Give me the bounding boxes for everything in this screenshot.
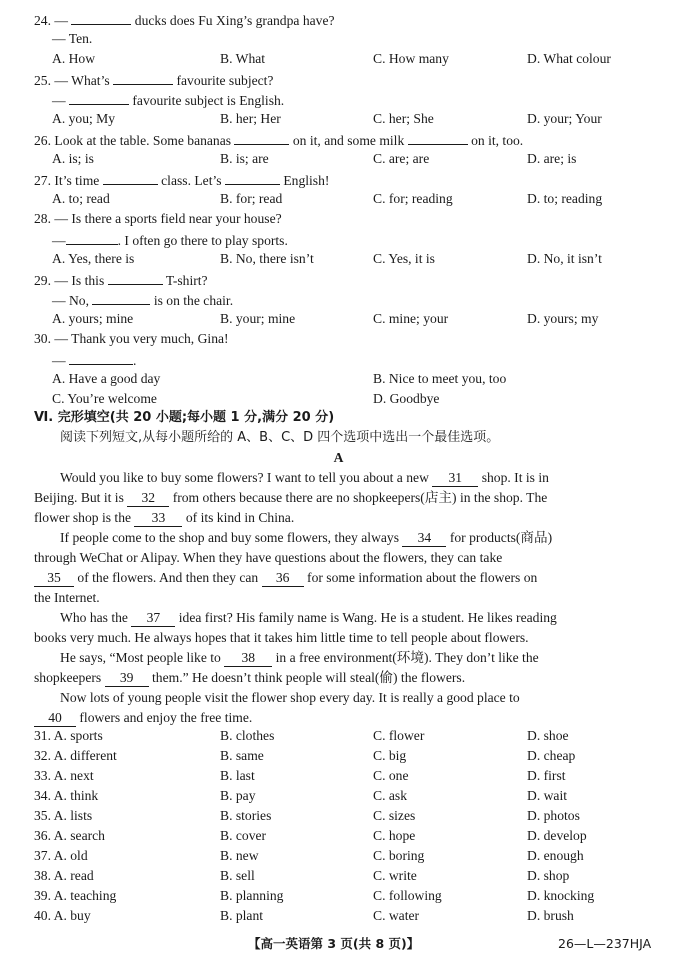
question-stem: on it, too. — [471, 133, 524, 148]
question-stem: 25. — What’s — [34, 73, 110, 88]
answer-line — [52, 350, 136, 370]
answer-blank — [108, 270, 163, 285]
option-c: C. are; are — [373, 151, 430, 166]
option-d: D. yours; my — [527, 311, 599, 326]
exam-code: 26—L—237HJA — [558, 936, 652, 951]
cloze-option-39-a: 39. A. teaching — [34, 888, 117, 903]
passage-text: idea first? His family name is Wang. He is a student. He likes reading — [178, 610, 557, 625]
option-d: D. are; is — [527, 151, 577, 166]
option-a: A. Have a good day — [52, 371, 161, 386]
cloze-option-35-c: C. sizes — [373, 808, 416, 823]
cloze-option-39-d: D. knocking — [527, 888, 595, 903]
passage-line — [34, 709, 252, 727]
answer-blank — [92, 290, 150, 305]
passage-text: of the flowers. And then they can — [77, 570, 259, 585]
cloze-option-35-d: D. photos — [527, 808, 580, 823]
answer-line: — Ten. — [52, 31, 93, 46]
blank-35: 35 — [34, 570, 74, 587]
answer-line — [52, 290, 233, 310]
answer-text: . I often go there to play sports. — [117, 233, 288, 248]
option-d: D. What colour — [527, 51, 611, 66]
cloze-option-38-b: B. sell — [220, 868, 255, 883]
passage-text: Who has the — [60, 610, 128, 625]
passage-text: for some information about the flowers on — [307, 570, 538, 585]
cloze-option-33-a: 33. A. next — [34, 768, 94, 783]
question-stem: 26. Look at the table. Some bananas — [34, 133, 232, 148]
option-b: B. What — [220, 51, 266, 66]
option-c: C. How many — [373, 51, 449, 66]
question-stem: ducks does Fu Xing’s grandpa have? — [134, 13, 335, 28]
option-a: A. is; is — [52, 151, 94, 166]
cloze-option-36-c: C. hope — [373, 828, 416, 843]
cloze-option-34-a: 34. A. think — [34, 788, 99, 803]
question-stem: 27. It’s time — [34, 173, 100, 188]
cloze-option-40-d: D. brush — [527, 908, 574, 923]
option-a: A. How — [52, 51, 96, 66]
option-c: C. Yes, it is — [373, 251, 435, 266]
cloze-option-31-a: 31. A. sports — [34, 728, 103, 743]
option-a: A. you; My — [52, 111, 116, 126]
answer-text: favourite subject is English. — [132, 93, 285, 108]
passage-text: them.” He doesn’t think people will steal(偷) the flowers. — [152, 670, 466, 685]
question-30: 30. — Thank you very much, Gina! — [34, 331, 229, 346]
cloze-option-34-d: D. wait — [527, 788, 568, 803]
option-c: C. You’re welcome — [52, 391, 157, 406]
passage-text: of its kind in China. — [185, 510, 295, 525]
answer-blank — [225, 170, 280, 185]
cloze-option-40-c: C. water — [373, 908, 420, 923]
answer-text: is on the chair. — [153, 293, 234, 308]
answer-blank — [113, 70, 173, 85]
blank-38: 38 — [224, 650, 272, 667]
question-stem: class. Let’s — [161, 173, 222, 188]
passage-line: the Internet. — [34, 590, 100, 605]
passage-text: from others because there are no shopkeepers(店主) in the shop. The — [172, 490, 548, 505]
blank-37: 37 — [131, 610, 175, 627]
option-a: A. yours; mine — [52, 311, 134, 326]
option-b: B. is; are — [220, 151, 269, 166]
passage-line — [34, 489, 547, 507]
passage-text: He says, “Most people like to — [60, 650, 221, 665]
question-24 — [34, 10, 335, 30]
passage-text: If people come to the shop and buy some flowers, they always — [60, 530, 400, 545]
question-stem: on it, and some milk — [292, 133, 405, 148]
cloze-option-37-b: B. new — [220, 848, 259, 863]
cloze-option-35-a: 35. A. lists — [34, 808, 93, 823]
blank-33: 33 — [134, 510, 182, 527]
passage-text: shop. It is in — [481, 470, 549, 485]
question-28: 28. — Is there a sports field near your house? — [34, 211, 282, 226]
option-b: B. Nice to meet you, too — [373, 371, 507, 386]
answer-blank — [71, 10, 131, 25]
cloze-option-31-c: C. flower — [373, 728, 425, 743]
question-27 — [34, 170, 329, 190]
passage-text: in a free environment(环境). They don’t like the — [275, 650, 539, 665]
cloze-option-40-b: B. plant — [220, 908, 264, 923]
blank-40: 40 — [34, 710, 76, 727]
passage-text: flower shop is the — [34, 510, 132, 525]
passage-line — [60, 469, 549, 487]
answer-text: . — [133, 353, 137, 368]
cloze-option-33-d: D. first — [527, 768, 566, 783]
passage-line — [34, 569, 537, 587]
cloze-option-32-a: 32. A. different — [34, 748, 117, 763]
question-29 — [34, 270, 208, 290]
passage-text: for products(商品) — [449, 530, 553, 545]
passage-line — [34, 509, 294, 527]
cloze-option-39-c: C. following — [373, 888, 442, 903]
cloze-option-37-a: 37. A. old — [34, 848, 88, 863]
blank-31: 31 — [432, 470, 478, 487]
option-d: D. to; reading — [527, 191, 603, 206]
cloze-option-36-d: D. develop — [527, 828, 587, 843]
question-stem: favourite subject? — [176, 73, 274, 88]
dash: — — [52, 93, 66, 108]
option-b: B. your; mine — [220, 311, 296, 326]
answer-blank — [69, 90, 129, 105]
cloze-option-36-a: 36. A. search — [34, 828, 105, 843]
question-stem: 29. — Is this — [34, 273, 105, 288]
passage-line: through WeChat or Alipay. When they have questions about the flowers, they can take — [34, 550, 503, 565]
question-26 — [34, 130, 523, 150]
answer-line — [52, 90, 284, 110]
cloze-option-38-a: 38. A. read — [34, 868, 94, 883]
option-b: B. her; Her — [220, 111, 281, 126]
cloze-option-33-c: C. one — [373, 768, 409, 783]
cloze-option-38-c: C. write — [373, 868, 417, 883]
answer-blank — [66, 230, 118, 245]
option-d: D. your; Your — [527, 111, 602, 126]
question-stem: English! — [283, 173, 330, 188]
option-a: A. Yes, there is — [52, 251, 135, 266]
passage-label: A — [333, 450, 344, 465]
blank-36: 36 — [262, 570, 304, 587]
passage-text: shopkeepers — [34, 670, 102, 685]
passage-line: Now lots of young people visit the flower shop every day. It is really a good place to — [60, 690, 520, 705]
passage-text: Beijing. But it is — [34, 490, 124, 505]
cloze-option-35-b: B. stories — [220, 808, 272, 823]
passage-line — [60, 609, 557, 627]
cloze-option-32-b: B. same — [220, 748, 264, 763]
question-stem: T-shirt? — [165, 273, 208, 288]
passage-line — [34, 669, 465, 687]
cloze-option-31-d: D. shoe — [527, 728, 569, 743]
dash: — — [52, 353, 66, 368]
answer-blank — [234, 130, 289, 145]
answer-blank — [69, 350, 133, 365]
answer-blank — [103, 170, 158, 185]
option-d: D. No, it isn’t — [527, 251, 602, 266]
question-stem: 24. — — [34, 13, 68, 28]
cloze-option-37-d: D. enough — [527, 848, 584, 863]
cloze-option-40-a: 40. A. buy — [34, 908, 91, 923]
passage-text: flowers and enjoy the free time. — [79, 710, 253, 725]
cloze-option-32-c: C. big — [373, 748, 407, 763]
option-c: C. for; reading — [373, 191, 453, 206]
blank-34: 34 — [402, 530, 446, 547]
cloze-option-34-b: B. pay — [220, 788, 256, 803]
answer-blank — [408, 130, 468, 145]
cloze-option-33-b: B. last — [220, 768, 255, 783]
option-a: A. to; read — [52, 191, 110, 206]
passage-line — [60, 649, 539, 667]
cloze-option-39-b: B. planning — [220, 888, 284, 903]
cloze-option-31-b: B. clothes — [220, 728, 275, 743]
blank-39: 39 — [105, 670, 149, 687]
option-d: D. Goodbye — [373, 391, 440, 406]
dash: — No, — [52, 293, 90, 308]
option-b: B. No, there isn’t — [220, 251, 314, 266]
cloze-option-36-b: B. cover — [220, 828, 267, 843]
answer-line — [52, 230, 288, 250]
question-25 — [34, 70, 273, 90]
cloze-option-34-c: C. ask — [373, 788, 407, 803]
option-c: C. her; She — [373, 111, 434, 126]
cloze-option-32-d: D. cheap — [527, 748, 576, 763]
dash: — — [52, 233, 66, 248]
option-b: B. for; read — [220, 191, 283, 206]
option-c: C. mine; your — [373, 311, 449, 326]
page-number: 【高一英语第 3 页(共 8 页)】 — [248, 936, 420, 951]
cloze-option-37-c: C. boring — [373, 848, 425, 863]
blank-32: 32 — [127, 490, 169, 507]
passage-text: Would you like to buy some flowers? I want to tell you about a new — [60, 470, 429, 485]
section-title: Ⅵ. 完形填空(共 20 小题;每小题 1 分,满分 20 分) — [34, 410, 335, 425]
passage-line: books very much. He always hopes that it takes him little time to tell people about flowers. — [34, 630, 529, 645]
cloze-option-38-d: D. shop — [527, 868, 570, 883]
passage-line — [60, 529, 552, 547]
section-instruction: 阅读下列短文,从每小题所给的 A、B、C、D 四个选项中选出一个最佳选项。 — [60, 430, 500, 445]
